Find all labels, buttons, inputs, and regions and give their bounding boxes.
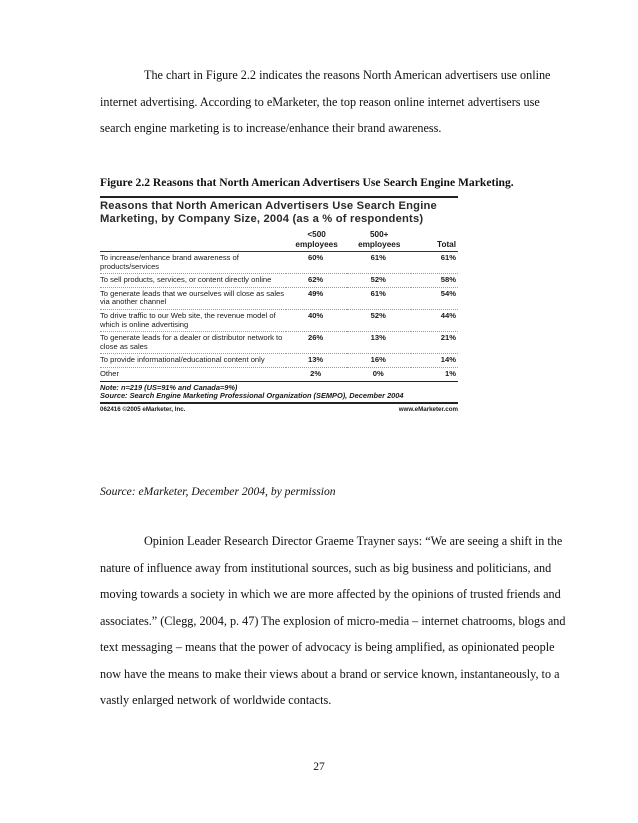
row-label: To drive traffic to our Web site, the revenue model of which is online advertising: [100, 310, 276, 329]
row-value: 21%: [440, 333, 456, 343]
row-value: 52%: [370, 275, 386, 285]
row-value: 61%: [370, 288, 386, 298]
row-value: 52%: [370, 310, 386, 320]
figure-footer-url: www.eMarketer.com: [398, 406, 458, 414]
row-value: 0%: [372, 368, 384, 378]
row-label: To generate leads that we ourselves will close as sales via another channel: [100, 288, 285, 307]
figure-footer: [100, 406, 458, 413]
table-row: [100, 287, 458, 309]
column-header: Total: [437, 239, 456, 249]
figure-table-image: [100, 196, 458, 413]
column-header: <500 employees: [295, 230, 338, 249]
table-row: [100, 274, 458, 288]
figure-title: Reasons that North American Advertisers Use Search Engine Marketing, by Company Size, 2004 (as a % of respondents): [100, 200, 437, 225]
row-value: 44%: [440, 310, 456, 320]
row-label: To provide informational/educational content only: [100, 355, 265, 365]
row-value: 61%: [440, 253, 456, 262]
table-row: [100, 309, 458, 331]
figure-note-block: [100, 384, 458, 401]
row-value: 13%: [307, 355, 324, 365]
figure-footer-id: 062416 ©2005 eMarketer, Inc.: [100, 406, 186, 414]
page-number: 27: [313, 761, 325, 773]
row-value: 26%: [307, 333, 324, 343]
intro-paragraph: [100, 62, 570, 142]
figure-source-credit: Source: eMarketer, December 2004, by permission: [100, 485, 336, 498]
table-row: [100, 332, 458, 354]
row-label: To generate leads for a dealer or distributor network to close as sales: [100, 333, 283, 351]
row-value: 1%: [445, 368, 456, 378]
column-header: 500+ employees: [358, 230, 401, 249]
row-value: 14%: [440, 355, 456, 365]
row-label: Other: [100, 368, 119, 378]
row-value: 13%: [370, 333, 386, 343]
row-label: To sell products, services, or content directly online: [100, 275, 272, 285]
row-value: 40%: [307, 310, 324, 320]
table-row: [100, 252, 458, 274]
row-value: 2%: [310, 368, 322, 378]
figure-caption: Figure 2.2 Reasons that North American Advertisers Use Search Engine Marketing.: [100, 176, 514, 189]
row-value: 54%: [440, 288, 456, 298]
table-row: [100, 354, 458, 368]
intro-paragraph-text: The chart in Figure 2.2 indicates the reasons North American advertisers use online internet advertising. According to eMarketer, the top reason online internet advertisers use search engine marketing is to increase/enhance their brand awareness.: [100, 68, 551, 135]
table-header-row: [100, 229, 458, 252]
figure-note: Note: n=219 (US=91% and Canada=9%): [100, 382, 238, 392]
table-row: [100, 367, 458, 381]
row-value: 16%: [370, 355, 386, 365]
figure-source: Source: Search Engine Marketing Professional Organization (SEMPO), December 2004: [100, 390, 404, 400]
quote-paragraph: [100, 528, 570, 714]
figure-top-rule: [100, 196, 458, 198]
row-value: 49%: [307, 288, 324, 298]
figure-table: [100, 229, 458, 382]
row-label: To increase/enhance brand awareness of products/services: [100, 253, 239, 271]
quote-paragraph-text: Opinion Leader Research Director Graeme Trayner says: “We are seeing a shift in the nature of influence away from institutional sources, such as big business and politicians, and moving towards a society in which we are more affected by the opinions of trusted friends and associates.” (Clegg, 2004, p. 47) The explosion of micro-media – internet chatrooms, blogs and text messaging – means that the power of advocacy is being amplified, as opinionated people now have the means to make their views about a brand or service known, instantaneously, to a vastly enlarged network of worldwide contacts.: [100, 534, 566, 707]
header-label-cell: [100, 229, 286, 252]
figure-bottom-rule: [100, 402, 458, 404]
row-value: 58%: [440, 275, 456, 285]
row-value: 60%: [307, 253, 324, 262]
row-value: 62%: [307, 275, 324, 285]
row-value: 61%: [370, 253, 386, 262]
